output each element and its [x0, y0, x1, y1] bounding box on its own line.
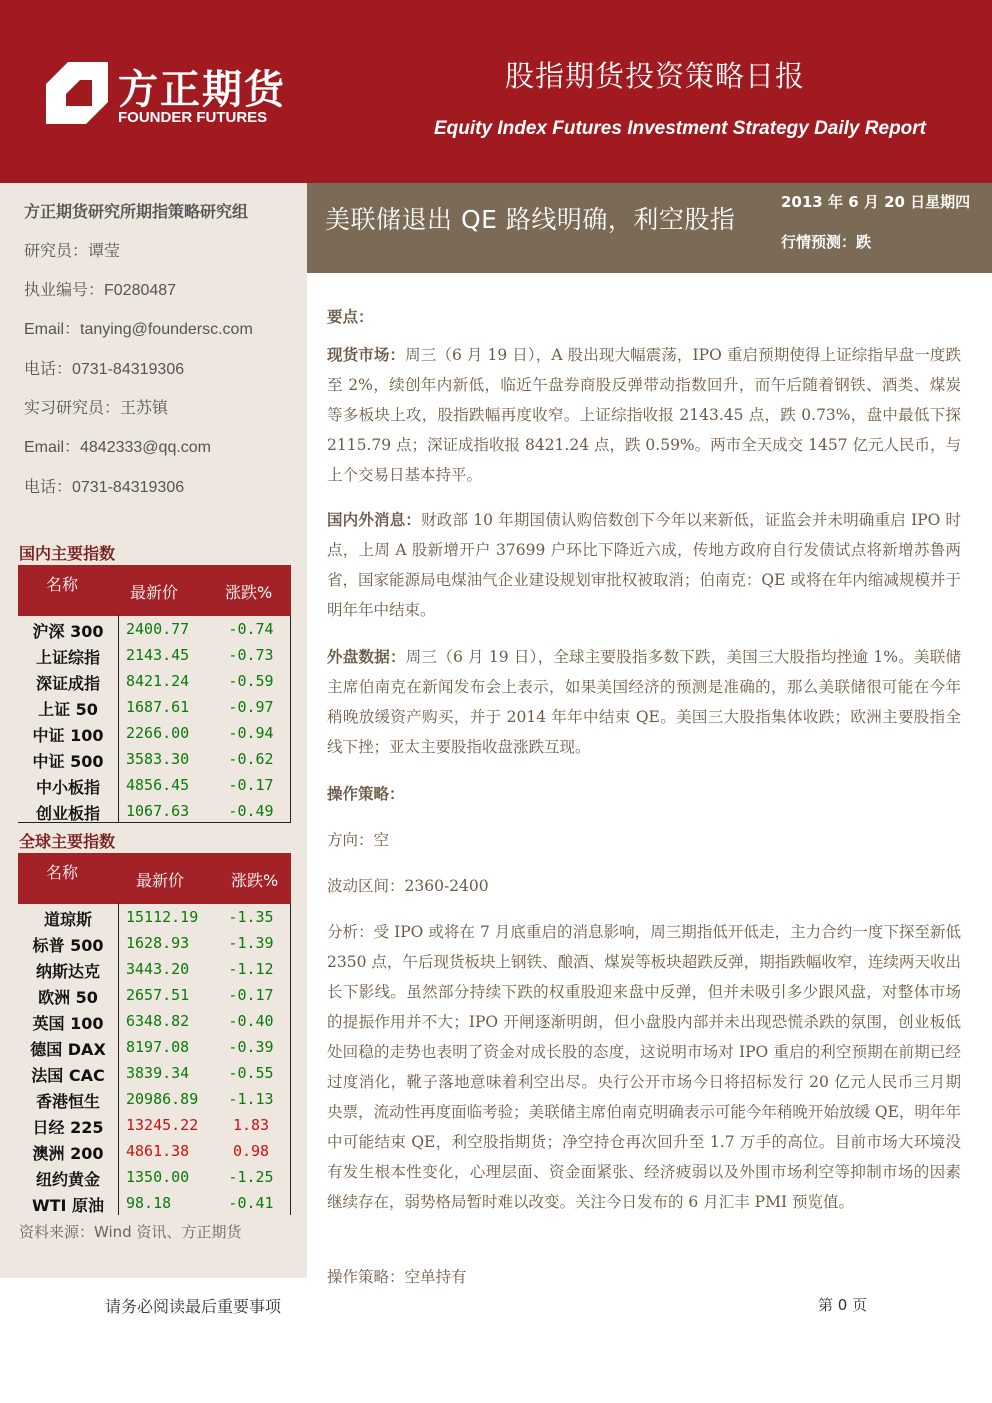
table-row: [18, 982, 291, 1008]
table-row: [18, 746, 291, 772]
table-row: [18, 772, 291, 798]
index-name: 英国 100: [32, 1014, 104, 1033]
data-source: 资料来源：Wind 资讯、方正期货: [19, 1223, 242, 1241]
research-group: 方正期货研究所期指策略研究组: [24, 202, 249, 221]
index-price: 20986.89: [126, 1090, 199, 1108]
founder-logo-icon: [46, 62, 108, 124]
index-price: 15112.19: [126, 908, 199, 926]
strategy-heading: 操作策略：: [327, 785, 405, 803]
direction-line: 方向：空: [327, 831, 390, 849]
spot-label: 现货市场：: [327, 346, 406, 364]
global-index-table: [18, 853, 291, 1215]
index-name: 香港恒生: [35, 1092, 100, 1111]
overseas-text: 周三（6 月 19 日），全球主要股指多数下跌，美国三大股指均挫逾 1%。美联储主席伯南克在新闻发布会上表示，如果美国经济的预测是准确的，那么美联储很可能在今年稍晚放缓资产购买，并于 2014 年年中结束 QE。美国三大股指集体收跌；欧洲主要股指全线下挫；亚太主要股指收盘涨跌互现。: [327, 648, 961, 756]
index-change: -0.62: [228, 750, 274, 768]
index-price: 2657.51: [126, 986, 190, 1004]
table-row: [18, 904, 291, 930]
analyst-name: 研究员：谭莹: [24, 243, 121, 260]
logo-name-cn: 方正期货: [118, 67, 286, 113]
spot-text: 周三（6 月 19 日），A 股出现大幅震荡，IPO 重启预期使得上证综指早盘一度跌至 2%，续创年内新低，临近午盘券商股反弹带动指数回升，而午后随着钢铁、酒类、煤炭等多板块上攻，股指跌幅再度收窄。上证综指收报 2143.45 点，跌 0.73%，盘中最低下探 2115.79 点；深证成指收报 8421.24 点，跌 0.59%。两市全天成交 1457 亿元人民币，与上个交易日基本持平。: [327, 346, 961, 484]
page-number: 第 0 页: [818, 1296, 868, 1314]
index-price: 3583.30: [126, 750, 190, 768]
market-prediction: 行情预测：跌: [781, 233, 872, 251]
index-price: 4856.45: [126, 776, 190, 794]
col-name: 名称: [46, 575, 79, 594]
table-row: [18, 1190, 291, 1216]
index-change: -0.59: [228, 672, 274, 690]
report-title-en: Equity Index Futures Investment Strategy Daily Report: [434, 118, 926, 139]
index-price: 2143.45: [126, 646, 190, 664]
report-header: [0, 0, 992, 183]
index-change: -0.73: [228, 646, 274, 664]
index-name: 道琼斯: [43, 910, 92, 929]
news-label: 国内外消息：: [327, 511, 422, 529]
index-change: -0.94: [228, 724, 274, 742]
index-change: -0.39: [228, 1038, 274, 1056]
index-price: 3443.20: [126, 960, 190, 978]
index-price: 1067.63: [126, 802, 190, 820]
table-row: [18, 616, 291, 642]
index-change: -1.25: [228, 1168, 274, 1186]
intern-name: 实习研究员：王苏镇: [24, 400, 169, 417]
index-change: -0.41: [228, 1194, 274, 1212]
index-price: 98.18: [126, 1194, 172, 1212]
index-change: -1.13: [228, 1090, 274, 1108]
table-row: [18, 1008, 291, 1034]
index-name: 深证成指: [35, 674, 100, 693]
global-index-title: 全球主要指数: [19, 832, 116, 851]
index-name: 上证 50: [38, 700, 98, 719]
intern-email[interactable]: Email：4842333@qq.com: [24, 439, 212, 456]
index-change: -0.40: [228, 1012, 274, 1030]
analyst-phone: 电话：0731-84319306: [24, 361, 185, 378]
index-price: 4861.38: [126, 1142, 190, 1160]
table-row: [18, 930, 291, 956]
index-name: 上证综指: [35, 648, 100, 667]
table-row: [18, 798, 291, 824]
index-change: 0.98: [232, 1142, 270, 1160]
col-price: 最新价: [136, 871, 185, 890]
table-row: [18, 668, 291, 694]
index-price: 2400.77: [126, 620, 190, 638]
spot-market-section: [327, 340, 961, 490]
key-points-heading: 要点：: [327, 308, 374, 326]
col-name: 名称: [46, 863, 79, 882]
index-change: -1.12: [228, 960, 274, 978]
table-row: [18, 694, 291, 720]
index-price: 1687.61: [126, 698, 190, 716]
index-name: 中小板指: [35, 778, 100, 797]
report-title-cn: 股指期货投资策略日报: [505, 59, 806, 93]
table-row: [18, 642, 291, 668]
table-row: [18, 1034, 291, 1060]
index-name: 创业板指: [35, 804, 100, 823]
index-name: 欧洲 50: [38, 988, 98, 1007]
index-name: 中证 100: [32, 726, 104, 745]
index-name: 法国 CAC: [31, 1066, 105, 1085]
domestic-index-title: 国内主要指数: [19, 544, 116, 563]
table-row: [18, 956, 291, 982]
domestic-index-table: [18, 565, 291, 823]
overseas-section: [327, 642, 961, 762]
col-change: 涨跌%: [231, 871, 279, 890]
table-row: [18, 1086, 291, 1112]
operation-line: 操作策略：空单持有: [327, 1268, 467, 1286]
disclaimer-notice: 请务必阅读最后重要事项: [105, 1297, 282, 1316]
table-header: [18, 565, 291, 615]
index-change: -0.74: [228, 620, 274, 638]
range-line: 波动区间：2360-2400: [327, 877, 489, 895]
index-name: 德国 DAX: [30, 1040, 106, 1059]
index-price: 1628.93: [126, 934, 190, 952]
col-price: 最新价: [130, 583, 179, 602]
index-price: 6348.82: [126, 1012, 190, 1030]
index-change: -1.39: [228, 934, 274, 952]
index-price: 8421.24: [126, 672, 190, 690]
index-name: 纳斯达克: [35, 962, 100, 981]
intern-phone: 电话：0731-84319306: [24, 479, 185, 496]
index-change: -0.97: [228, 698, 274, 716]
overseas-label: 外盘数据：: [327, 648, 406, 666]
index-price: 2266.00: [126, 724, 190, 742]
col-change: 涨跌%: [225, 583, 273, 602]
index-name: 中证 500: [32, 752, 104, 771]
logo-name-en: FOUNDER FUTURES: [118, 109, 268, 126]
table-row: [18, 1164, 291, 1190]
analyst-email[interactable]: Email：tanying@foundersc.com: [24, 321, 253, 338]
news-text: 财政部 10 年期国债认购倍数创下今年以来新低，证监会并未明确重启 IPO 时点，上周 A 股新增开户 37699 户环比下降近六成，传地方政府自行发债试点将新增苏鲁两省，国家能源局电煤油气企业建设规划审批权被取消；伯南克：QE 或将在年内缩减规模并于明年年中结束。: [327, 511, 961, 619]
analysis-paragraph: 分析：受 IPO 或将在 7 月底重启的消息影响，周三期指低开低走，主力合约一度下探至新低 2350 点，午后现货板块上钢铁、酿酒、煤炭等板块超跌反弹，期指跌幅收窄，连续两天收出长下影线。虽然部分持续下跌的权重股迎来盘中反弹，但并未吸引多少跟风盘，对整体市场的提振作用并不大；IPO 开闸逐渐明朗，但小盘股内部并未出现恐慌杀跌的氛围，创业板低处回稳的走势也表明了资金对成长股的态度，这说明市场对 IPO 重启的利空预期在前期已经过度消化，靴子落地意味着利空出尽。央行公开市场今日将招标发行 20 亿元人民币三月期央票，流动性再度面临考验；美联储主席伯南克明确表示可能今年稍晚开始放缓 QE，明年年中可能结束 QE，利空股指期货；净空持仓再次回升至 1.7 万手的高位。目前市场大环境没有发生根本性变化，心理层面、资金面紧张、经济疲弱以及外围市场利空等抑制市场的因素继续存在，弱势格局暂时难以改变。关注今日发布的 6 月汇丰 PMI 预览值。: [327, 923, 961, 1211]
table-row: [18, 720, 291, 746]
headline-title: 美联储退出 QE 路线明确，利空股指: [325, 205, 736, 234]
index-name: 日经 225: [32, 1118, 104, 1137]
index-price: 3839.34: [126, 1064, 190, 1082]
news-section: [327, 505, 961, 625]
table-row: [18, 1112, 291, 1138]
index-change: -0.49: [228, 802, 274, 820]
table-row: [18, 1060, 291, 1086]
index-price: 1350.00: [126, 1168, 190, 1186]
table-row: [18, 1138, 291, 1164]
index-name: 纽约黄金: [35, 1170, 100, 1189]
index-name: WTI 原油: [31, 1196, 105, 1215]
index-price: 8197.08: [126, 1038, 190, 1056]
index-change: -0.55: [228, 1064, 274, 1082]
index-name: 澳洲 200: [32, 1144, 104, 1163]
index-change: -0.17: [228, 986, 274, 1004]
index-name: 标普 500: [32, 936, 104, 955]
table-header: [18, 853, 291, 903]
index-price: 13245.22: [126, 1116, 199, 1134]
index-name: 沪深 300: [32, 622, 104, 641]
index-change: 1.83: [232, 1116, 270, 1134]
index-change: -1.35: [228, 908, 274, 926]
license-number: 执业编号：F0280487: [24, 282, 177, 299]
index-change: -0.17: [228, 776, 274, 794]
report-date: 2013 年 6 月 20 日星期四: [781, 193, 971, 211]
